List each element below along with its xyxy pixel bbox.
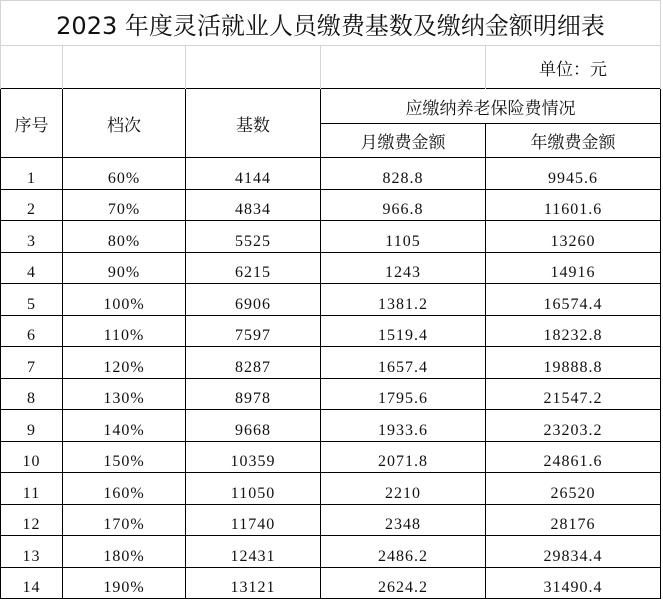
cell-monthly[interactable]: 1105 xyxy=(321,221,486,253)
cell-annual[interactable]: 11601.6 xyxy=(486,189,661,221)
cell-seq[interactable]: 14 xyxy=(1,567,63,599)
cell-annual[interactable]: 19888.8 xyxy=(486,347,661,379)
cell-base[interactable]: 8978 xyxy=(186,378,321,410)
cell-tier[interactable]: 70% xyxy=(63,189,186,221)
table-row xyxy=(1,252,661,284)
cell-monthly[interactable]: 2624.2 xyxy=(321,567,486,599)
table-row xyxy=(1,536,661,568)
cell-base[interactable]: 4144 xyxy=(186,158,321,190)
cell-base[interactable]: 9668 xyxy=(186,410,321,442)
cell-tier[interactable]: 110% xyxy=(63,315,186,347)
cell-base[interactable]: 10359 xyxy=(186,441,321,473)
cell-annual[interactable]: 9945.6 xyxy=(486,158,661,190)
cell-base[interactable]: 6906 xyxy=(186,284,321,316)
cell-monthly[interactable]: 1243 xyxy=(321,252,486,284)
header-base[interactable]: 基数 xyxy=(186,89,321,158)
header-annual[interactable]: 年缴费金额 xyxy=(486,124,661,158)
cell-seq[interactable]: 8 xyxy=(1,378,63,410)
cell-tier[interactable]: 120% xyxy=(63,347,186,379)
cell-monthly[interactable]: 1657.4 xyxy=(321,347,486,379)
table-row xyxy=(1,410,661,442)
cell-seq[interactable]: 6 xyxy=(1,315,63,347)
table-row xyxy=(1,158,661,190)
cell-tier[interactable]: 90% xyxy=(63,252,186,284)
table-row xyxy=(1,378,661,410)
cell-tier[interactable]: 180% xyxy=(63,536,186,568)
cell-annual[interactable]: 21547.2 xyxy=(486,378,661,410)
header-pension-group[interactable]: 应缴纳养老保险费情况 xyxy=(321,89,661,124)
sheet-title[interactable]: 2023 年度灵活就业人员缴费基数及缴纳金额明细表 xyxy=(1,1,661,46)
cell-monthly[interactable]: 2071.8 xyxy=(321,441,486,473)
cell-annual[interactable]: 29834.4 xyxy=(486,536,661,568)
cell-base[interactable]: 6215 xyxy=(186,252,321,284)
cell-seq[interactable]: 5 xyxy=(1,284,63,316)
header-monthly[interactable]: 月缴费金额 xyxy=(321,124,486,158)
cell-base[interactable]: 5525 xyxy=(186,221,321,253)
cell-seq[interactable]: 10 xyxy=(1,441,63,473)
table-row xyxy=(1,504,661,536)
cell-tier[interactable]: 190% xyxy=(63,567,186,599)
cell-tier[interactable]: 80% xyxy=(63,221,186,253)
header-seq[interactable]: 序号 xyxy=(1,89,63,158)
cell-seq[interactable]: 13 xyxy=(1,536,63,568)
title-row xyxy=(1,1,661,46)
table-row xyxy=(1,347,661,379)
cell-monthly[interactable]: 1381.2 xyxy=(321,284,486,316)
cell-annual[interactable]: 23203.2 xyxy=(486,410,661,442)
cell-tier[interactable]: 60% xyxy=(63,158,186,190)
cell-monthly[interactable]: 1519.4 xyxy=(321,315,486,347)
table-row xyxy=(1,567,661,599)
header-tier[interactable]: 档次 xyxy=(63,89,186,158)
cell-base[interactable]: 13121 xyxy=(186,567,321,599)
cell-annual[interactable]: 18232.8 xyxy=(486,315,661,347)
cell-base[interactable]: 11740 xyxy=(186,504,321,536)
table-row xyxy=(1,473,661,505)
cell-base[interactable]: 7597 xyxy=(186,315,321,347)
cell-seq[interactable]: 1 xyxy=(1,158,63,190)
cell-seq[interactable]: 2 xyxy=(1,189,63,221)
cell-tier[interactable]: 100% xyxy=(63,284,186,316)
cell-annual[interactable]: 14916 xyxy=(486,252,661,284)
cell-monthly[interactable]: 1933.6 xyxy=(321,410,486,442)
table-row xyxy=(1,221,661,253)
cell-seq[interactable]: 12 xyxy=(1,504,63,536)
table-row xyxy=(1,441,661,473)
cell-annual[interactable]: 31490.4 xyxy=(486,567,661,599)
cell-annual[interactable]: 24861.6 xyxy=(486,441,661,473)
cell-annual[interactable]: 13260 xyxy=(486,221,661,253)
cell-base[interactable]: 11050 xyxy=(186,473,321,505)
cell-monthly[interactable]: 828.8 xyxy=(321,158,486,190)
cell-seq[interactable]: 9 xyxy=(1,410,63,442)
empty-cell[interactable] xyxy=(1,46,63,89)
cell-monthly[interactable]: 2486.2 xyxy=(321,536,486,568)
cell-annual[interactable]: 16574.4 xyxy=(486,284,661,316)
cell-annual[interactable]: 28176 xyxy=(486,504,661,536)
cell-base[interactable]: 4834 xyxy=(186,189,321,221)
table-row xyxy=(1,315,661,347)
cell-annual[interactable]: 26520 xyxy=(486,473,661,505)
cell-seq[interactable]: 3 xyxy=(1,221,63,253)
cell-seq[interactable]: 4 xyxy=(1,252,63,284)
cell-tier[interactable]: 170% xyxy=(63,504,186,536)
cell-monthly[interactable]: 1795.6 xyxy=(321,378,486,410)
cell-seq[interactable]: 7 xyxy=(1,347,63,379)
cell-tier[interactable]: 150% xyxy=(63,441,186,473)
table-row xyxy=(1,284,661,316)
cell-monthly[interactable]: 2210 xyxy=(321,473,486,505)
cell-seq[interactable]: 11 xyxy=(1,473,63,505)
empty-cell[interactable] xyxy=(321,46,486,89)
cell-base[interactable]: 12431 xyxy=(186,536,321,568)
empty-cell[interactable] xyxy=(63,46,186,89)
empty-cell[interactable] xyxy=(186,46,321,89)
cell-tier[interactable]: 140% xyxy=(63,410,186,442)
unit-label[interactable]: 单位：元 xyxy=(486,46,661,89)
cell-tier[interactable]: 130% xyxy=(63,378,186,410)
cell-monthly[interactable]: 966.8 xyxy=(321,189,486,221)
cell-base[interactable]: 8287 xyxy=(186,347,321,379)
table-row xyxy=(1,189,661,221)
header-row xyxy=(1,89,661,124)
cell-tier[interactable]: 160% xyxy=(63,473,186,505)
cell-monthly[interactable]: 2348 xyxy=(321,504,486,536)
unit-row xyxy=(1,46,661,89)
